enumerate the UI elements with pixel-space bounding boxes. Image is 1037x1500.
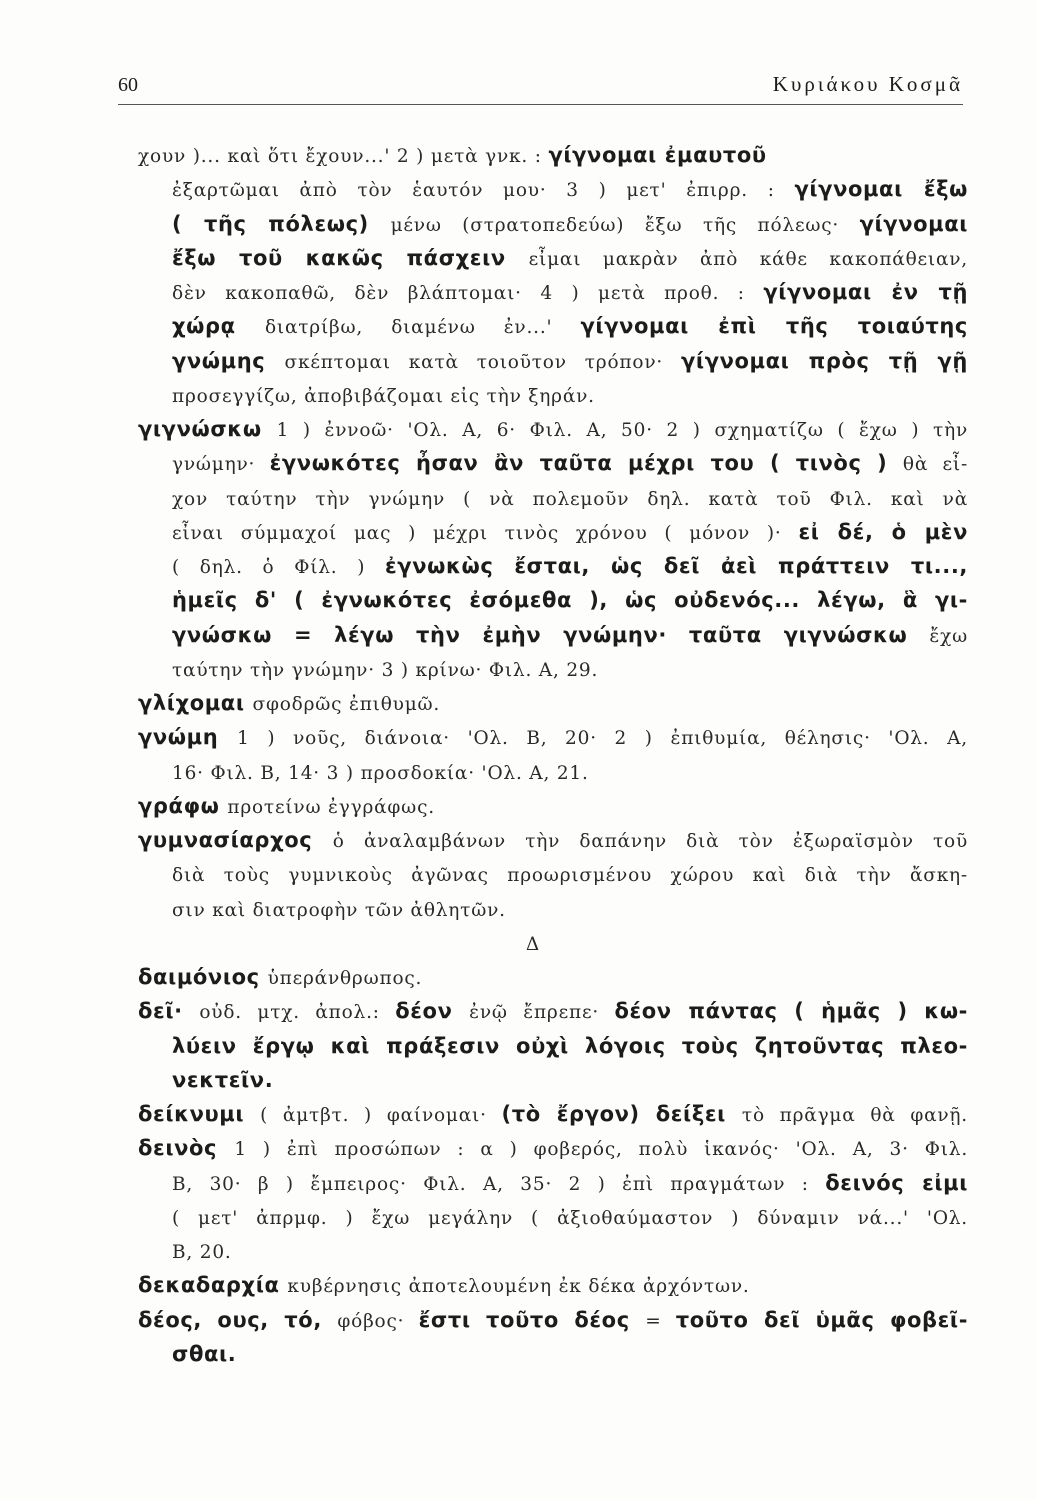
bold-phrase: δείκνυμι [138, 1102, 261, 1126]
text-line [138, 1166, 968, 1200]
bold-phrase: γυμνασίαρχος [138, 828, 333, 852]
gloss-text: προσεγγίζω, ἀποβιβάζομαι εἰς τὴν ξηράν. [172, 385, 595, 407]
page-header [118, 70, 963, 104]
text-line [138, 481, 968, 515]
gloss-text: γνώμην· [172, 454, 270, 476]
bold-phrase: δεκαδαρχία [138, 1273, 288, 1298]
bold-phrase: δέον [395, 999, 470, 1024]
glossary-body [138, 138, 968, 1371]
text-line [138, 446, 968, 480]
gloss-text: μένω (στρατοπεδεύω) ἔξω τῆς πόλεως· [390, 214, 860, 236]
gloss-text: χουν )... καὶ ὅτι ἔχουν...' 2 ) μετὰ γνκ. : [138, 146, 549, 167]
gloss-text: εἶναι σύμμαχοί μας ) μέχρι τινὸς χρόνου ( μόνον )· [172, 522, 799, 544]
gloss-text: ἔχω [929, 625, 968, 647]
gloss-text: χον ταύτην τὴν γνώμην ( νὰ πολεμοῦν δηλ. κατὰ τοῦ Φιλ. καὶ νὰ [172, 488, 968, 510]
bold-phrase: ( τῆς πόλεως) [172, 211, 391, 236]
bold-phrase: δαιμόνιος [138, 965, 268, 989]
text-line [138, 652, 968, 686]
entry-headline [138, 720, 968, 754]
text-line [138, 515, 968, 549]
text-line [138, 207, 968, 241]
text-line [138, 857, 968, 891]
gloss-text: διατρίβω, διαμένω ἐν...' [264, 317, 581, 339]
bold-phrase: δεῖ· [138, 999, 200, 1024]
gloss-text: Β, 30· β ) ἔμπειρος· Φιλ. Α, 35· 2 ) ἐπὶ πραγμάτων : [172, 1173, 826, 1195]
text-line [138, 378, 968, 412]
gloss-text: κυβέρνησις ἀποτελουμένη ἐκ δέκα ἀρχόντων. [287, 1276, 750, 1298]
bold-phrase: νεκτεῖν. [172, 1067, 274, 1092]
gloss-text: ἐξαρτῶμαι ἀπὸ τὸν ἑαυτόν μου· 3 ) μετ' ἐπιρρ. : [172, 180, 795, 202]
bold-phrase: λύειν ἔργῳ καὶ πράξεσιν οὐχὶ λόγοις τοὺς ζητοῦντας πλεο- [172, 1033, 968, 1058]
bold-phrase: τοῦτο δεῖ ὑμᾶς φοβεῖ- [675, 1307, 969, 1332]
entry-headline [138, 994, 968, 1028]
text-line [138, 549, 968, 583]
bold-phrase: δεινός εἰμι [825, 1170, 968, 1195]
bold-phrase: ἐγνωκὼς ἔσται, ὡς δεῖ ἀεὶ πράττειν τι..., [385, 554, 968, 578]
text-line [138, 583, 968, 617]
gloss-text: θὰ εἶ- [902, 454, 968, 476]
section-letter [138, 926, 968, 960]
bold-phrase: γίγνομαι ἐμαυτοῦ [548, 143, 767, 167]
gloss-text: = [645, 1310, 676, 1332]
bold-phrase: γράφω [138, 793, 228, 818]
entry-headline [138, 1131, 968, 1165]
bold-phrase: γνώμη [138, 725, 238, 750]
text-line [138, 138, 968, 172]
bold-phrase: γίγνομαι πρὸς τῇ γῇ [681, 348, 968, 373]
entry-headline [138, 1097, 968, 1131]
gloss-text: σιν καὶ διατροφὴν τῶν ἀθλητῶν. [172, 899, 506, 921]
entry-headline [138, 823, 968, 857]
text-line [138, 241, 968, 275]
entry-headline [138, 1268, 968, 1302]
gloss-text: Β, 20. [172, 1242, 232, 1263]
entry-headline [138, 789, 968, 823]
gloss-text: ταύτην τὴν γνώμην· 3 ) κρίνω· Φιλ. Α, 29. [172, 659, 599, 681]
gloss-text: 1 ) νοῦς, διάνοια· 'Ολ. Β, 20· 2 ) ἐπιθυμία, θέλησις· 'Ολ. Α, [237, 728, 968, 750]
gloss-text: ἐνῷ ἔπρεπε· [469, 1002, 615, 1024]
text-line [138, 892, 968, 926]
text-line [138, 1337, 968, 1371]
text-line [138, 618, 968, 652]
gloss-text: ὁ ἀναλαμβάνων τὴν δαπάνην διὰ τὸν ἐξωραϊσμὸν τοῦ [332, 831, 968, 852]
text-line [138, 275, 968, 309]
text-line [138, 344, 968, 378]
bold-phrase: γίγνομαι ἔξω [794, 177, 968, 202]
bold-phrase: γιγνώσκω [138, 417, 277, 441]
gloss-text: 1 ) ἐννοῶ· 'Ολ. Α, 6· Φιλ. Α, 50· 2 ) σχηματίζω ( ἔχω ) τὴν [276, 420, 968, 441]
text-line [138, 1029, 968, 1063]
text-line [138, 1234, 968, 1268]
gloss-text: τὸ πρᾶγμα θὰ φανῇ. [741, 1105, 968, 1126]
bold-phrase: γνώσκω = λέγω τὴν ἐμὴν γνώμην· ταῦτα γιγνώσκω [172, 622, 930, 647]
bold-phrase: γνώμης [172, 348, 285, 373]
bold-phrase: σθαι. [172, 1341, 237, 1366]
gloss-text: εἶμαι μακρὰν ἀπὸ κάθε κακοπάθειαν, [528, 248, 968, 270]
entry-headline [138, 686, 968, 720]
header-rule [118, 104, 963, 105]
gloss-text: διὰ τοὺς γυμνικοὺς ἀγῶνας προωρισμένου χώρου καὶ διὰ τὴν ἄσκη- [172, 865, 968, 887]
gloss-text: ὑπεράνθρωπος. [267, 968, 423, 989]
bold-phrase: εἰ δέ, ὁ μὲν [798, 519, 968, 544]
bold-phrase: χώρᾳ [172, 314, 265, 339]
gloss-text: σκέπτομαι κατὰ τοιοῦτον τρόπον· [284, 351, 682, 373]
entry-headline [138, 960, 968, 994]
bold-phrase: δέον πάντας ( ἡμᾶς ) κω- [614, 999, 968, 1024]
bold-phrase: δεινὸς [138, 1136, 235, 1161]
gloss-text: οὐδ. μτχ. ἀπολ.: [199, 1002, 396, 1024]
gloss-text: 1 ) ἐπὶ προσώπων : α ) φοβερός, πολὺ ἱκανός· 'Ολ. Α, 3· Φιλ. [234, 1139, 969, 1161]
gloss-text: ( μετ' ἀπρμφ. ) ἔχω μεγάλην ( ἀξιοθαύμαστον ) δύναμιν νά...' 'Ολ. [172, 1207, 968, 1229]
gloss-text: ( δηλ. ὁ Φίλ. ) [172, 557, 386, 578]
bold-phrase: γίγνομαι ἐπὶ τῆς τοιαύτης [580, 314, 968, 339]
text-line [138, 1063, 968, 1097]
bold-phrase: δέος, ους, τό, [138, 1307, 338, 1332]
entry-headline [138, 1303, 968, 1337]
gloss-text: σφοδρῶς ἐπιθυμῶ. [252, 694, 441, 715]
bold-phrase: γίγνομαι ἐν τῇ [763, 280, 969, 304]
text-line [138, 755, 968, 789]
text-line [138, 309, 968, 343]
gloss-text: ( ἀμτβτ. ) φαίνομαι· [260, 1105, 502, 1126]
gloss-text: Δ [525, 933, 541, 955]
gloss-text: φόβος· [337, 1310, 419, 1332]
bold-phrase: ἐγνωκότες ἦσαν ἂν ταῦτα μέχρι του ( τινὸς ) [269, 451, 903, 476]
bold-phrase: γλίχομαι [138, 691, 253, 715]
entry-headline [138, 412, 968, 446]
page-number: 60 [118, 74, 138, 96]
bold-phrase: ἡμεῖς δ' ( ἐγνωκότες ἐσόμεθα ), ὡς οὐδενός... λέγω, ἃ γι- [172, 588, 968, 613]
bold-phrase: ἔξω τοῦ κακῶς πάσχειν [172, 245, 529, 270]
text-line [138, 1200, 968, 1234]
running-title: Κυριάκου Κοσμᾶ [772, 72, 963, 96]
gloss-text: προτείνω ἐγγράφως. [227, 796, 435, 818]
gloss-text: δὲν κακοπαθῶ, δὲν βλάπτομαι· 4 ) μετὰ προθ. : [172, 283, 764, 304]
bold-phrase: ἔστι τοῦτο δέος [418, 1307, 646, 1332]
gloss-text: 16· Φιλ. Β, 14· 3 ) προσδοκία· 'Ολ. Α, 21. [172, 762, 589, 784]
text-line [138, 172, 968, 206]
bold-phrase: γίγνομαι [859, 211, 969, 236]
bold-phrase: (τὸ ἔργον) δείξει [501, 1102, 742, 1126]
